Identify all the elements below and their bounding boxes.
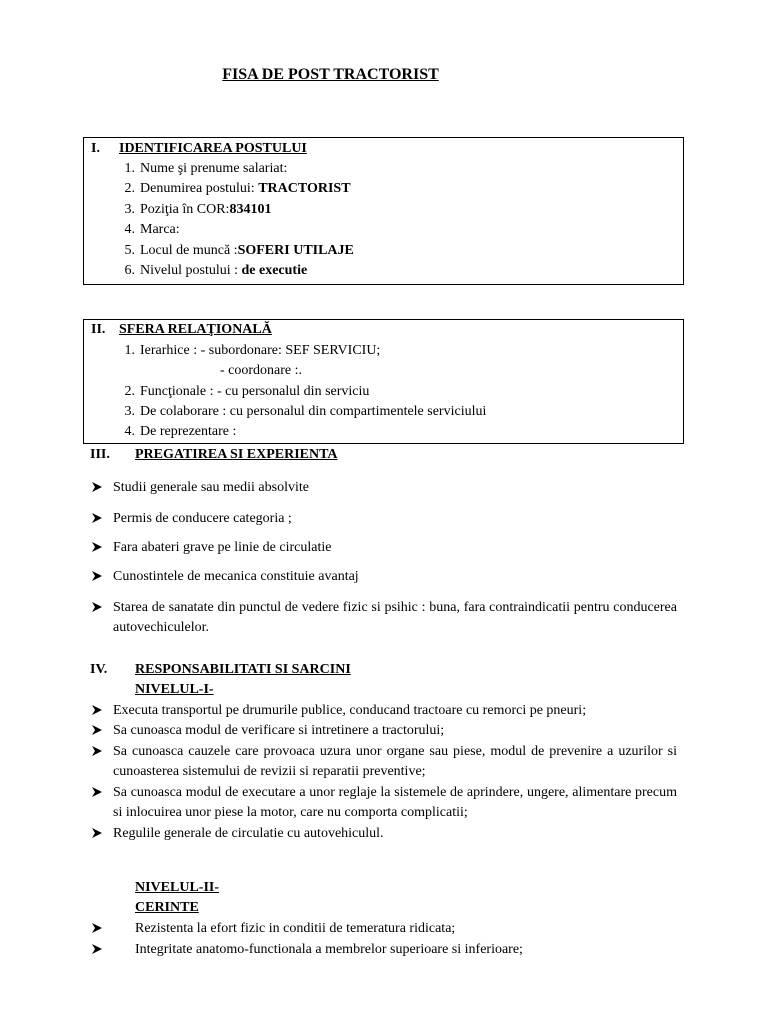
item-text: Fara abateri grave pe linie de circulatie bbox=[113, 540, 332, 555]
item-text: Sa cunoasca cauzele care provoaca uzura unor organe sau piese, modul de prevenire a uzurilor si cunoasterea sistemului de revizii si reparatii preventive; bbox=[113, 744, 677, 779]
item-label: Poziţia în COR: bbox=[140, 202, 230, 217]
item-text: Integritate anatomo-functionala a membrelor superioare si inferioare; bbox=[135, 942, 523, 957]
item-text: De reprezentare : bbox=[140, 424, 237, 439]
item-value: SOFERI UTILAJE bbox=[237, 243, 354, 258]
item-number: 5. bbox=[124, 243, 135, 258]
item-number: 3. bbox=[124, 404, 135, 419]
item-number: 2. bbox=[124, 384, 135, 399]
section3-heading: PREGATIREA SI EXPERIENTA bbox=[135, 447, 338, 462]
identification-box bbox=[83, 137, 684, 285]
item-value: TRACTORIST bbox=[258, 181, 351, 196]
section4-roman: IV. bbox=[90, 662, 108, 677]
item-text: De colaborare : cu personalul din compartimentele serviciului bbox=[140, 404, 487, 419]
item-text: Studii generale sau medii absolvite bbox=[113, 480, 309, 495]
item-text: Funcţionale : - cu personalul din serviciu bbox=[140, 384, 370, 399]
arrowhead-bullet-icon bbox=[91, 786, 103, 798]
item-label: Locul de muncă : bbox=[140, 243, 238, 258]
item-text: Permis de conducere categoria ; bbox=[113, 511, 292, 526]
arrowhead-bullet-icon bbox=[91, 541, 103, 553]
item-label: Nume şi prenume salariat: bbox=[140, 161, 288, 176]
item-label: Denumirea postului: bbox=[140, 181, 259, 196]
item-text: Executa transportul pe drumurile publice, conducand tractoare cu remorci pe pneuri; bbox=[113, 703, 587, 718]
level2-row bbox=[0, 878, 768, 898]
list-item bbox=[84, 422, 683, 442]
arrowhead-bullet-icon bbox=[91, 943, 103, 955]
item-value: de executie bbox=[241, 263, 308, 278]
item-text: Ierarhice : - subordonare: SEF SERVICIU; bbox=[140, 343, 381, 358]
item-number: 1. bbox=[124, 161, 135, 176]
level1-row bbox=[0, 680, 768, 700]
list-item bbox=[84, 220, 683, 240]
list-item bbox=[84, 361, 683, 381]
level2-heading: NIVELUL-II- bbox=[135, 880, 220, 895]
item-text: Starea de sanatate din punctul de vedere fizic si psihic : buna, fara contraindicatii pentru conducerea autovechiculelor. bbox=[113, 600, 677, 635]
item-text: Rezistenta la efort fizic in conditii de temeratura ridicata; bbox=[135, 921, 456, 936]
item-text: Regulile generale de circulatie cu autovehiculul. bbox=[113, 826, 384, 841]
arrowhead-bullet-icon bbox=[91, 745, 103, 757]
section3-header bbox=[0, 445, 768, 465]
arrowhead-bullet-icon bbox=[91, 601, 103, 613]
list-item bbox=[84, 382, 683, 402]
arrowhead-bullet-icon bbox=[91, 481, 103, 493]
level1-heading: NIVELUL-I- bbox=[135, 682, 214, 697]
item-number: 4. bbox=[124, 424, 135, 439]
list-item bbox=[84, 159, 683, 179]
item-text: Cunostintele de mecanica constituie avantaj bbox=[113, 569, 359, 584]
list-item bbox=[84, 179, 683, 199]
arrowhead-bullet-icon bbox=[91, 827, 103, 839]
item-number: 1. bbox=[124, 343, 135, 358]
item-text: Sa cunoasca modul de executare a unor reglaje la sistemele de aprindere, ungere, alimentare precum si inlocuirea unor piese la motor, care nu comporta complicatii; bbox=[113, 785, 677, 820]
section2-roman: II. bbox=[91, 322, 106, 337]
section1-heading: IDENTIFICAREA POSTULUI bbox=[119, 141, 307, 156]
section4-heading: RESPONSABILITATI SI SARCINI bbox=[135, 662, 351, 677]
list-item bbox=[84, 200, 683, 220]
item-value: 834101 bbox=[229, 202, 272, 217]
list-item bbox=[84, 261, 683, 281]
list-item bbox=[84, 241, 683, 261]
arrowhead-bullet-icon bbox=[91, 512, 103, 524]
item-text: - coordonare :. bbox=[220, 363, 303, 378]
cerinte-heading: CERINTE bbox=[135, 900, 199, 915]
list-item bbox=[84, 402, 683, 422]
section1-roman: I. bbox=[91, 141, 100, 156]
arrowhead-bullet-icon bbox=[91, 704, 103, 716]
section4-header bbox=[0, 660, 768, 680]
item-label: Nivelul postului : bbox=[140, 263, 242, 278]
item-number: 3. bbox=[124, 202, 135, 217]
list-item bbox=[84, 341, 683, 361]
item-number: 2. bbox=[124, 181, 135, 196]
relational-box bbox=[83, 319, 684, 444]
item-label: Marca: bbox=[140, 222, 180, 237]
arrowhead-bullet-icon bbox=[91, 570, 103, 582]
cerinte-row bbox=[0, 898, 768, 918]
arrowhead-bullet-icon bbox=[91, 724, 103, 736]
section2-heading: SFERA RELAŢIONALĂ bbox=[119, 322, 272, 337]
page-title: FISA DE POST TRACTORIST bbox=[222, 66, 439, 83]
item-number: 4. bbox=[124, 222, 135, 237]
section3-roman: III. bbox=[90, 447, 110, 462]
arrowhead-bullet-icon bbox=[91, 922, 103, 934]
item-number: 6. bbox=[124, 263, 135, 278]
item-text: Sa cunoasca modul de verificare si intretinere a tractorului; bbox=[113, 723, 445, 738]
